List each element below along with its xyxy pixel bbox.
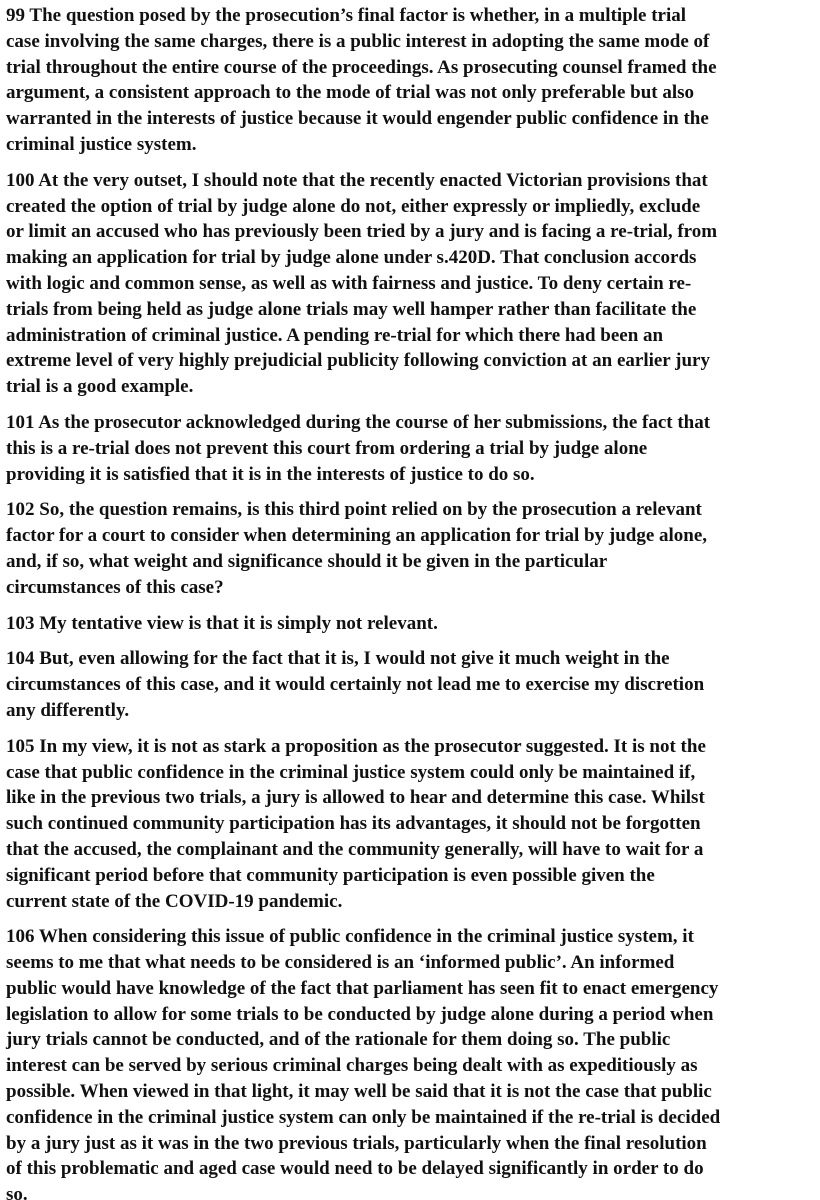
paragraph-104 (6, 646, 814, 723)
paragraph-line-text: But, even allowing for the fact that it is, I would not give it much weight in the (39, 648, 670, 670)
paragraph-line (6, 168, 814, 194)
paragraph-line: possible. When viewed in that light, it may well be said that it is not the case that public (6, 1081, 712, 1103)
paragraph-line: interest can be served by serious criminal charges being dealt with as expeditiously as (6, 1055, 698, 1077)
paragraph-number: 104 (6, 648, 35, 670)
paragraph-line (6, 497, 814, 523)
paragraph-line: or limit an accused who has previously been tried by a jury and is facing a re-trial, from (6, 221, 718, 243)
paragraph-101 (6, 410, 814, 487)
paragraph-line: any differently. (6, 699, 130, 721)
paragraph-number: 99 (6, 5, 25, 26)
paragraph-line: factor for a court to consider when determining an application for trial by judge alone, (6, 525, 708, 547)
paragraph-line: trial is a good example. (6, 376, 194, 398)
paragraph-line: of this problematic and aged case would need to be delayed significantly in order to do (6, 1158, 704, 1180)
paragraph-106 (6, 924, 814, 1200)
paragraph-line-text: In my view, it is not as stark a proposition as the prosecutor suggested. It is not the (39, 735, 706, 757)
paragraph-line: case involving the same charges, there is a public interest in adopting the same mode of (6, 30, 710, 52)
paragraph-line: public would have knowledge of the fact that parliament has seen fit to enact emergency (6, 977, 719, 999)
paragraph-line: circumstances of this case? (6, 576, 224, 598)
paragraph-line: trials from being held as judge alone trials may well hamper rather than facilitate the (6, 298, 697, 320)
paragraph-line-text: When considering this issue of public confidence in the criminal justice system, it (38, 926, 694, 948)
paragraph-line: case that public confidence in the criminal justice system could only be maintained if, (6, 761, 696, 783)
paragraph-number: 102 (6, 499, 35, 521)
paragraph-line: warranted in the interests of justice because it would engender public confidence in the (6, 108, 709, 130)
paragraph-line: and, if so, what weight and significance should it be given in the particular (6, 550, 608, 572)
paragraph-line: criminal justice system. (6, 133, 197, 155)
paragraph-line: extreme level of very highly prejudicial publicity following conviction at an earlier jury (6, 350, 710, 372)
paragraph-number: 100 (6, 169, 35, 191)
paragraph-line: significant period before that community participation is even possible given the (6, 864, 655, 886)
paragraph-line: jury trials cannot be conducted, and of the rationale for them doing so. The public (6, 1029, 671, 1051)
paragraph-line-text: So, the question remains, is this third point relied on by the prosecution a relevant (39, 499, 702, 521)
paragraph-number: 103 (6, 612, 35, 634)
paragraph-line: created the option of trial by judge alone do not, either expressly or impliedly, exclude (6, 195, 701, 217)
paragraph-line (6, 611, 814, 637)
paragraph-line-text: As the prosecutor acknowledged during the course of her submissions, the fact that (38, 411, 711, 433)
paragraph-line: legislation to allow for some trials to be conducted by judge alone during a period when (6, 1003, 714, 1025)
judgment-text (6, 3, 814, 1200)
paragraph-line: argument, a consistent approach to the mode of trial was not only preferable but also (6, 82, 695, 104)
paragraph-line: trial throughout the entire course of the proceedings. As prosecuting counsel framed the (6, 56, 717, 78)
paragraph-number: 101 (6, 411, 35, 433)
paragraph-line: providing it is satisfied that it is in the interests of justice to do so. (6, 463, 535, 485)
paragraph-line: current state of the COVID-19 pandemic. (6, 890, 343, 912)
paragraph-105 (6, 734, 814, 915)
paragraph-line (6, 410, 814, 436)
paragraph-102 (6, 497, 814, 600)
paragraph-line (6, 3, 814, 29)
paragraph-99 (6, 3, 814, 158)
paragraph-line (6, 646, 814, 672)
paragraph-number: 106 (6, 926, 35, 948)
paragraph-103 (6, 611, 814, 637)
paragraph-line: seems to me that what needs to be considered is an ‘informed public’. An informed (6, 952, 675, 974)
paragraph-line-text: My tentative view is that it is simply not relevant. (39, 612, 438, 634)
paragraph-line: confidence in the criminal justice system can only be maintained if the re-trial is decided (6, 1106, 721, 1128)
paragraph-line: circumstances of this case, and it would certainly not lead me to exercise my discretion (6, 674, 705, 696)
paragraph-number: 105 (6, 735, 35, 757)
paragraph-line: that the accused, the complainant and the community generally, will have to wait for a (6, 838, 704, 860)
paragraph-line: so. (6, 1184, 28, 1200)
paragraph-line (6, 734, 814, 760)
paragraph-line-text: The question posed by the prosecution’s final factor is whether, in a multiple trial (29, 5, 687, 26)
paragraph-line: with logic and common sense, as well as with fairness and justice. To deny certain re- (6, 272, 692, 294)
paragraph-line: administration of criminal justice. A pending re-trial for which there had been an (6, 324, 664, 346)
paragraph-line (6, 924, 814, 950)
paragraph-line: like in the previous two trials, a jury is allowed to hear and determine this case. Whilst (6, 787, 705, 809)
paragraph-line: making an application for trial by judge alone under s.420D. That conclusion accords (6, 247, 697, 269)
paragraph-line: by a jury just as it was in the two previous trials, particularly when the final resolution (6, 1132, 707, 1154)
paragraph-line: such continued community participation has its advantages, it should not be forgotten (6, 813, 701, 835)
paragraph-100 (6, 168, 814, 400)
paragraph-line: this is a re-trial does not prevent this court from ordering a trial by judge alone (6, 437, 648, 459)
paragraph-line-text: At the very outset, I should note that the recently enacted Victorian provisions that (38, 169, 708, 191)
